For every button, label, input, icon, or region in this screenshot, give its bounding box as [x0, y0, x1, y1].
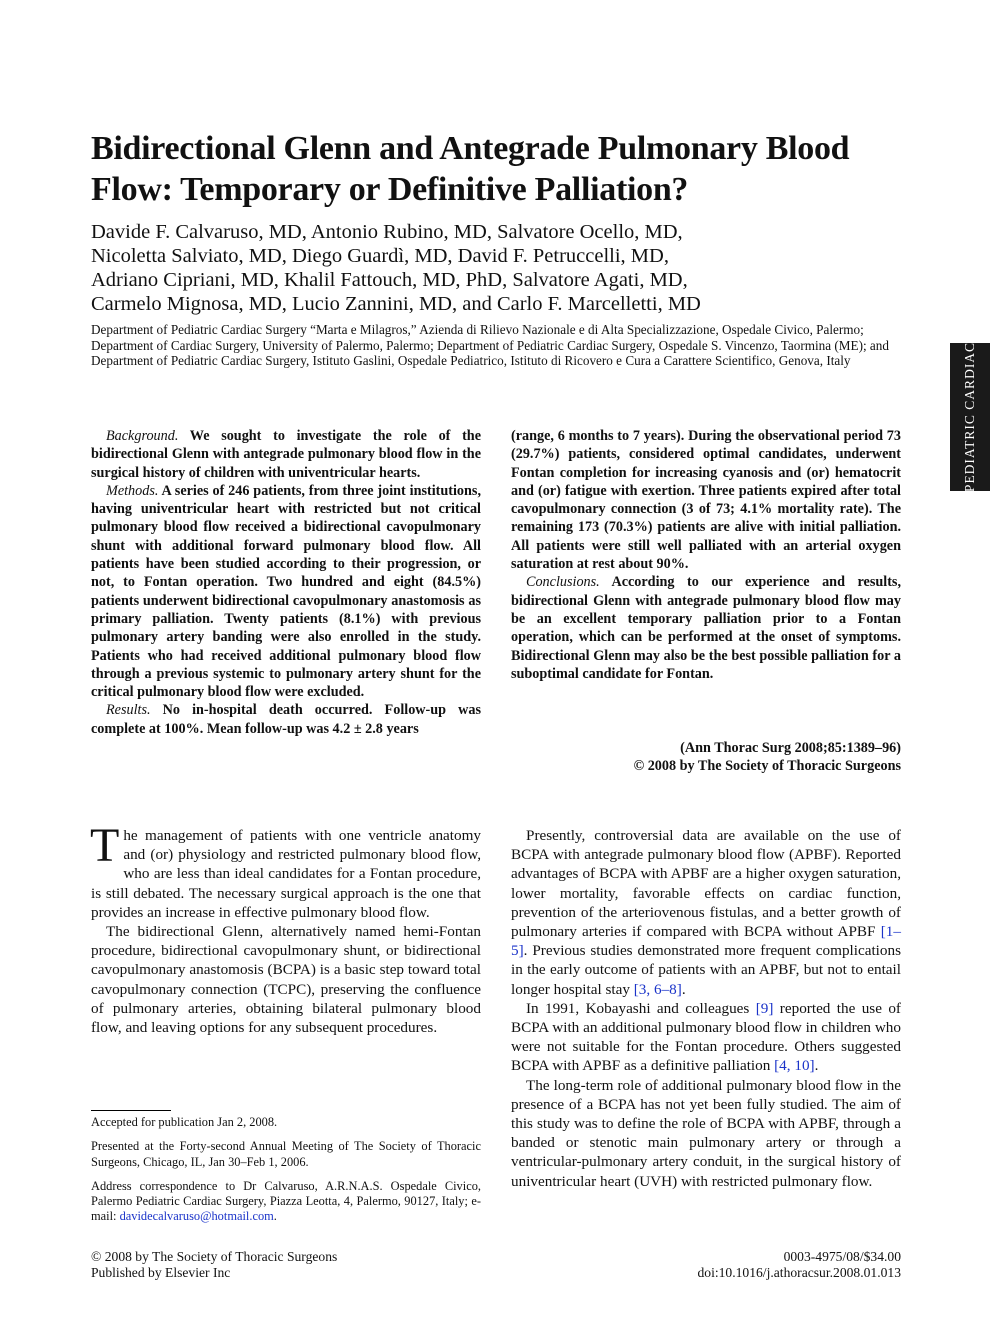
body-paragraph: The management of patients with one ventricle anatomy and (or) physiology and restricted pulmonary blood flow, who are less than ideal candidates for a Fontan procedure, is still debated. The necessary surgical approach is the one that provides an increase in effective pulmonary blood flow.	[90, 819, 481, 921]
abstract-conclusions: Conclusions. According to our experience and results, bidirectional Glenn with antegrade pulmonary blood flow may be an excellent temporary palliation prior to a Fontan operation, which can be performed at the onset of symptoms. Bidirectional Glenn may also be the best possible palliation for a suboptimal candidate for Fontan.	[511, 574, 901, 682]
footnote-accepted: Accepted for publication Jan 2, 2008.	[91, 1115, 278, 1129]
reference-link[interactable]: [4, 10]	[774, 1057, 815, 1075]
abstract-methods: Methods. A series of 246 patients, from three joint institutions, having univentricular heart with restricted but not critical pulmonary blood flow received a bidirectional cavopulmonary shunt with additional forward pulmonary blood flow. All patients have been studied according to their progression, or not, to Fontan operation. Two hundred and eight (84.5%) patients underwent bidirectional cavopulmonary anastomosis as primary palliation. Twenty patients (8.1%) with previous pulmonary artery banding were also enrolled in the study. Patients who had received additional pulmonary blood flow through a previous systemic to pulmonary artery shunt for the critical pulmonary blood flow were excluded.	[91, 482, 481, 701]
footer-doi: doi:10.1016/j.athoracsur.2008.01.013	[697, 1264, 901, 1280]
author-line: Nicoletta Salviato, MD, Diego Guardì, MD, David F. Petruccelli, MD,	[91, 245, 669, 267]
body-paragraph: Presently, controversial data are available on the use of BCPA with antegrade pulmonary blood flow (APBF). Reported advantages of BCPA with APBF are a higher oxygen saturation, lower mortality, favorable effects on cardiac function, prevention of the arteriovenous fistulas, and a better growth of pulmonary arteries if compared with BCPA without APBF [1–5]. Previous studies demonstrated more frequent complications in the early outcome of patients with an APBF, but not to entail longer hospital stay [3, 6–8].	[511, 827, 901, 998]
footnote-presented: Presented at the Forty-second Annual Meeting of The Society of Thoracic Surgeons, Chicago, IL, Jan 30–Feb 1, 2006.	[91, 1139, 481, 1169]
conclusions-label: Conclusions.	[526, 574, 600, 591]
reference-link[interactable]: [9]	[755, 999, 774, 1017]
body-right-column	[511, 826, 901, 1191]
footer-issn: 0003-4975/08/$34.00	[783, 1249, 901, 1264]
author-line: Davide F. Calvaruso, MD, Antonio Rubino, MD, Salvatore Ocello, MD,	[91, 221, 683, 243]
abstract-results-continued: (range, 6 months to 7 years). During the observational period 73 (29.7%) patients, considered optimal candidates, underwent Fontan completion for increasing cyanosis and (or) hematocrit and (or) fatigue with exertion. Three patients expired after total cavopulmonary connection (3 of 73; 4.1% mortality rate). The remaining 173 (70.3%) patients are alive with initial palliation. All patients were still well palliated with an arterial oxygen saturation at rest about 90%.	[511, 428, 901, 573]
citation-block	[521, 739, 901, 776]
citation-copyright: © 2008 by The Society of Thoracic Surgeons	[633, 758, 901, 775]
body-paragraph: In 1991, Kobayashi and colleagues [9] reported the use of BCPA with an additional pulmonary blood flow in children who were not suitable for the Fontan procedure. Others suggested BCPA with APBF as a definitive palliation [4, 10].	[511, 999, 901, 1075]
footer-publisher: Published by Elsevier Inc	[91, 1264, 231, 1280]
email-link[interactable]: davidecalvaruso@hotmail.com	[119, 1209, 274, 1224]
section-tab	[950, 343, 990, 491]
footer-copyright: © 2008 by The Society of Thoracic Surgeons	[91, 1249, 338, 1264]
body-paragraph: The long-term role of additional pulmonary blood flow in the presence of a BCPA has not yet been fully studied. The aim of this study was to define the role of BCPA with APBF, through a banded or stenotic main pulmonary artery or through a ventricular-pulmonary artery conduit, in the surgical history of univentricular heart (UVH) with restricted pulmonary flow.	[511, 1076, 901, 1190]
abstract-right-column	[511, 427, 901, 683]
footer-left	[91, 1249, 337, 1280]
abstract-background: Background. We sought to investigate the role of the bidirectional Glenn with antegrade pulmonary blood flow in the surgical history of children with univentricular hearts.	[91, 428, 481, 481]
reference-link[interactable]: [1–5]	[511, 923, 901, 960]
background-label: Background.	[106, 428, 179, 444]
reference-link[interactable]: [3, 6–8]	[633, 980, 682, 998]
affiliation: Department of Pediatric Cardiac Surgery “Marta e Milagros,” Azienda di Rilievo Nazionale e di Alta Specializzazione, Ospedale Civico, Palermo; Department of Cardiac Surgery, University of Palermo, Palermo; Department of Pediatric Cardiac Surgery, Ospedale S. Vincenzo, Taormina (ME); and Department of Pediatric Cardiac Surgery, Istituto Gaslini, Ospedale Pediatrico, Istituto di Ricovero e Cura a Carattere Scientifico, Genova, Italy	[91, 322, 889, 369]
section-tab-label: PEDIATRIC CARDIAC	[962, 341, 977, 493]
footnote-correspondence: Address correspondence to Dr Calvaruso, A.R.N.A.S. Ospedale Civico, Palermo Pediatric Cardiac Surgery, Piazza Leotta, 4, Palermo, 90127, Italy; e-mail: davidecalvaruso@hotmail.com.	[91, 1178, 481, 1224]
body-paragraph: The bidirectional Glenn, alternatively named hemi-Fontan procedure, bidirectional cavopulmonary shunt, or bidirectional cavopulmonary anastomosis (BCPA) is a basic step toward total cavopulmonary connection (TCPC), preserving the confluence of pulmonary arteries, obtaining bilateral pulmonary blood flow, and leaving options for any subsequent procedures.	[91, 923, 481, 1037]
abstract-left-column	[91, 427, 481, 738]
footnotes	[91, 1115, 481, 1234]
footer-right	[697, 1249, 901, 1280]
journal-citation: (Ann Thorac Surg 2008;85:1389–96)	[680, 740, 901, 756]
abstract-results: Results. No in-hospital death occurred. Follow-up was complete at 100%. Mean follow-up was 4.2 ± 2.8 years	[91, 702, 481, 737]
footnote-divider	[91, 1110, 171, 1111]
body-left-column	[90, 819, 481, 1037]
results-label: Results.	[106, 702, 151, 719]
author-line: Carmelo Mignosa, MD, Lucio Zannini, MD, and Carlo F. Marcelletti, MD	[91, 293, 701, 315]
article-title: Bidirectional Glenn and Antegrade Pulmonary Blood Flow: Temporary or Definitive Palliation?	[91, 130, 850, 208]
author-line: Adriano Cipriani, MD, Khalil Fattouch, MD, PhD, Salvatore Agati, MD,	[91, 269, 688, 291]
drop-cap: T	[90, 819, 120, 872]
methods-label: Methods.	[106, 482, 159, 499]
author-list	[91, 220, 891, 316]
